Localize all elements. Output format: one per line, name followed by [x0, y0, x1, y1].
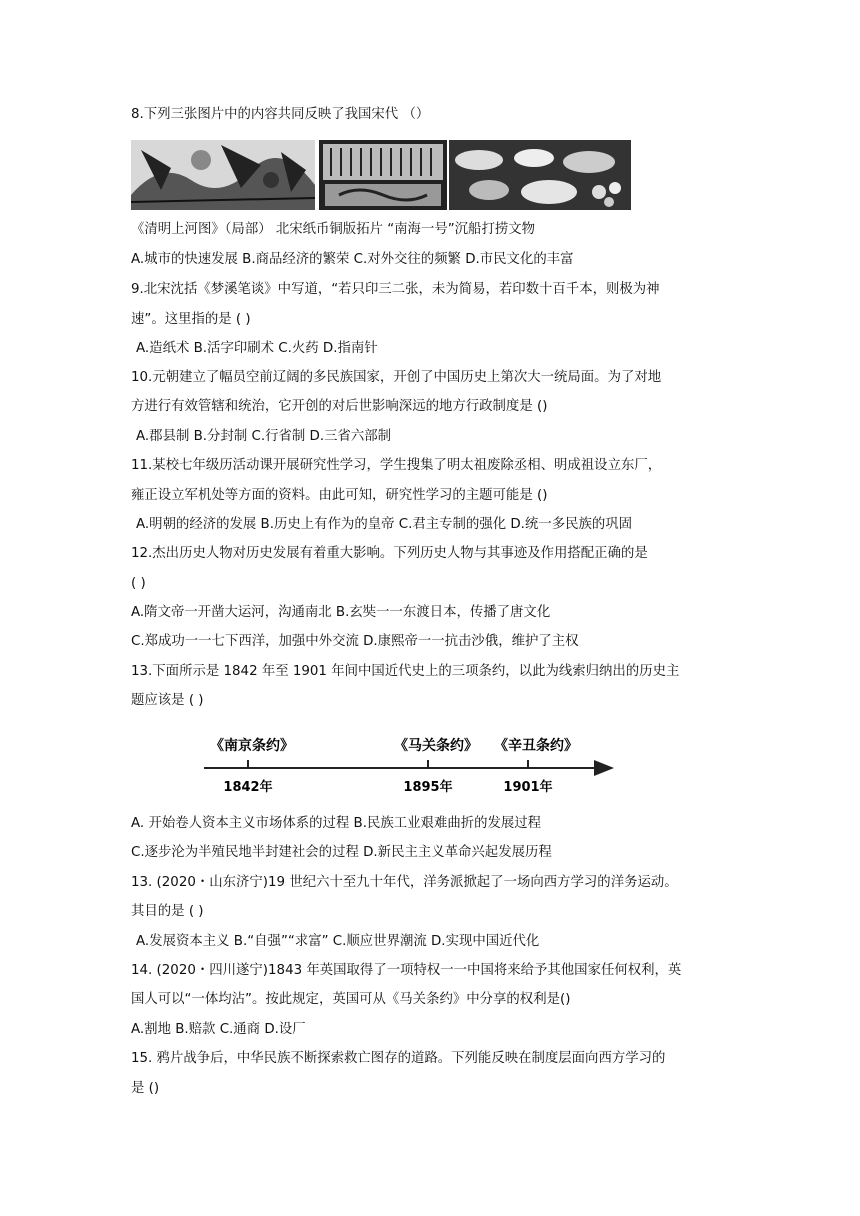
- timeline-year: 1842年: [223, 780, 273, 795]
- q12-options-line2: C.郑成功一一七下西洋，加强中外交流 D.康熙帝一一抗击沙俄，维护了主权: [131, 634, 579, 649]
- q9-stem-line1: 9.北宋沈括《梦溪笔谈》中写道，“若只印三二张，未为简易，若印数十百千本，则极为神: [131, 282, 660, 297]
- q8-options: A.城市的快速发展 B.商品经济的繁荣 C.对外交往的频繁 D.市民文化的丰富: [131, 252, 574, 267]
- timeline-treaty-name: 《马关条约》: [394, 738, 478, 754]
- q9-options: A.造纸术 B.活字印刷术 C.火药 D.指南针: [136, 341, 378, 356]
- porcelain-relics-icon: [449, 140, 631, 210]
- q12-options-line1: A.隋文帝一开凿大运河，沟通南北 B.玄奘一一东渡日本，传播了唐文化: [131, 605, 551, 620]
- q12-stem-line1: 12.杰出历史人物对历史发展有着重大影响。下列历史人物与其事迹及作用搭配正确的是: [131, 546, 648, 561]
- q10-stem-line1: 10.元朝建立了幅员空前辽阔的多民族国家，开创了中国历史上第次大一统局面。为了对地: [131, 370, 662, 385]
- q11-options: A.明朝的经济的发展 B.历史上有作为的皇帝 C.君主专制的强化 D.统一多民族的巩固: [136, 517, 633, 532]
- q9-stem-line2: 速”。这里指的是 ( ): [131, 312, 251, 327]
- q13b-stem-line2: 其目的是 ( ): [131, 904, 204, 919]
- q13a-options-line2: C.逐步沦为半殖民地半封建社会的过程 D.新民主主义革命兴起发展历程: [131, 845, 552, 860]
- q11-stem-line2: 雍正设立军机处等方面的资料。由此可知，研究性学习的主题可能是 (): [131, 488, 548, 503]
- q10-stem-line2: 方进行有效管辖和统治，它开创的对后世影响深远的地方行政制度是 (): [131, 399, 548, 414]
- q15-stem-line2: 是 (): [131, 1081, 160, 1096]
- timeline-year: 1895年: [403, 780, 453, 795]
- banknote-print-icon: [319, 140, 447, 210]
- q13a-options-line1: A. 开始卷人资本主义市场体系的过程 B.民族工业艰难曲折的发展过程: [131, 816, 542, 831]
- q8-captions: 《清明上河图》（局部） 北宋纸币铜版拓片 “南海一号”沉船打捞文物: [131, 222, 536, 237]
- q12-stem-line2: ( ): [131, 576, 146, 591]
- q13b-stem-line1: 13. (2020・山东济宁)19 世纪六十至九十年代，洋务派掀起了一场向西方学习的洋务运动。: [131, 875, 678, 890]
- q14-stem-line2: 国人可以“一体均沾”。按此规定，英国可从《马关条约》中分享的权利是(): [131, 992, 571, 1007]
- q13a-stem-line1: 13.下面所示是 1842 年至 1901 年间中国近代史上的三项条约，以此为线索归纳出的历史主: [131, 664, 680, 679]
- treaty-timeline: [200, 730, 620, 800]
- q15-stem-line1: 15. 鸦片战争后，中华民族不断探索救亡图存的道路。下列能反映在制度层面向西方学习的: [131, 1051, 666, 1066]
- timeline-treaty-name: 《辛丑条约》: [494, 738, 578, 754]
- timeline-year: 1901年: [503, 780, 553, 795]
- q10-options: A.郡县制 B.分封制 C.行省制 D.三省六部制: [136, 429, 392, 444]
- q8-stem: 8.下列三张图片中的内容共同反映了我国宋代 （）: [131, 107, 430, 122]
- picture-scroll-icon: [131, 140, 315, 210]
- q13b-options: A.发展资本主义 B.“自强”“求富” C.顺应世界潮流 D.实现中国近代化: [136, 934, 540, 949]
- q14-options: A.割地 B.赔款 C.通商 D.设厂: [131, 1022, 306, 1037]
- timeline-treaty-name: 《南京条约》: [210, 738, 294, 754]
- q8-images: [131, 140, 631, 210]
- q11-stem-line1: 11.某校七年级历活动课开展研究性学习，学生搜集了明太祖废除丞相、明成祖设立东厂，: [131, 458, 662, 473]
- q13a-stem-line2: 题应该是 ( ): [131, 693, 204, 708]
- q14-stem-line1: 14. (2020・四川遂宁)1843 年英国取得了一项特权一一中国将来给予其他国家任何权利，英: [131, 963, 682, 978]
